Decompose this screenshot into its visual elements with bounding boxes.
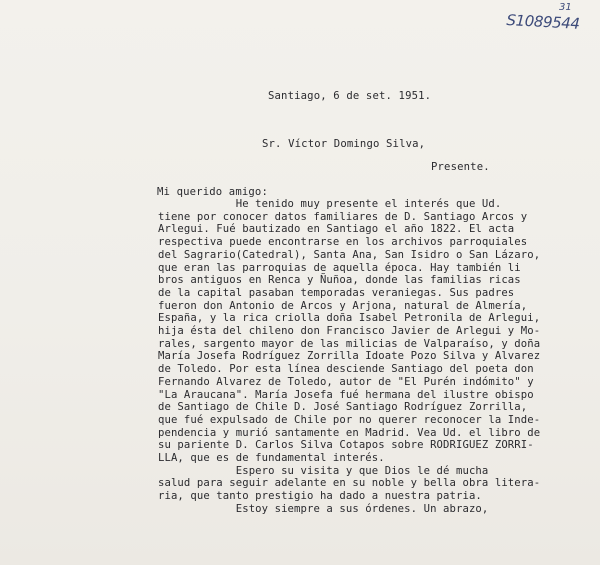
body-line: hija ésta del chileno don Francisco Javier de Arlegui y Mo- (158, 325, 541, 338)
body-line: LLA, que es de fundamental interés. (158, 452, 385, 465)
letter-salutation: Mi querido amigo: (157, 186, 268, 198)
body-line: Espero su visita y que Dios le dé mucha (158, 464, 489, 477)
letter-body (158, 198, 588, 516)
body-line: bros antiguos en Renca y Ñuñoa, donde las familias ricas (158, 274, 521, 287)
handwritten-page-number: 31 (559, 2, 572, 13)
body-line: respectiva puede encontrarse en los archivos parroquiales (158, 236, 528, 249)
body-line: pendencia y murió santamente en Madrid. Vea Ud. el libro de (158, 426, 541, 439)
letter-recipient: Sr. Víctor Domingo Silva, (262, 138, 426, 150)
body-line: que fué expulsado de Chile por no querer reconocer la Inde- (158, 413, 541, 426)
body-line: de Toledo. Por esta línea desciende Santiago del poeta don (158, 363, 534, 376)
body-line: salud para seguir adelante en su noble y bella obra litera- (158, 477, 541, 490)
letter-date: Santiago, 6 de set. 1951. (268, 90, 432, 102)
letter-presente: Presente. (431, 161, 490, 173)
body-line: tiene por conocer datos familiares de D. Santiago Arcos y (158, 210, 528, 223)
body-line: María Josefa Rodríguez Zorrilla Idoate Pozo Silva y Alvarez (158, 350, 541, 363)
body-line: fueron don Antonio de Arcos y Arjona, natural de Almería, (158, 299, 528, 312)
body-line: España, y la rica criolla doña Isabel Petronila de Arlegui, (158, 312, 541, 325)
body-line: "La Araucana". María Josefa fué hermana del ilustre obispo (158, 388, 534, 401)
body-line: su pariente D. Carlos Silva Cotapos sobre RODRIGUEZ ZORRI- (158, 439, 534, 452)
handwritten-archive-code: S1089544 (506, 11, 581, 33)
body-line: que eran las parroquias de aquella época. Hay también li (158, 261, 521, 274)
body-line: rales, sargento mayor de las milicias de Valparaíso, y doña (158, 337, 541, 350)
body-line: ria, que tanto prestigio ha dado a nuestra patria. (158, 490, 482, 503)
body-line: de Santiago de Chile D. José Santiago Rodríguez Zorrilla, (158, 401, 528, 414)
body-line: del Sagrario(Catedral), Santa Ana, San Isidro o San Lázaro, (158, 248, 541, 261)
body-line: de la capital pasaban temporadas veraniegas. Sus padres (158, 286, 515, 299)
body-line: Estoy siempre a sus órdenes. Un abrazo, (158, 502, 489, 515)
body-line: Fernando Alvarez de Toledo, autor de "El Purén indómito" y (158, 375, 534, 388)
body-line: He tenido muy presente el interés que Ud. (158, 198, 502, 210)
body-line: Arlegui. Fué bautizado en Santiago el año 1822. El acta (158, 223, 515, 236)
